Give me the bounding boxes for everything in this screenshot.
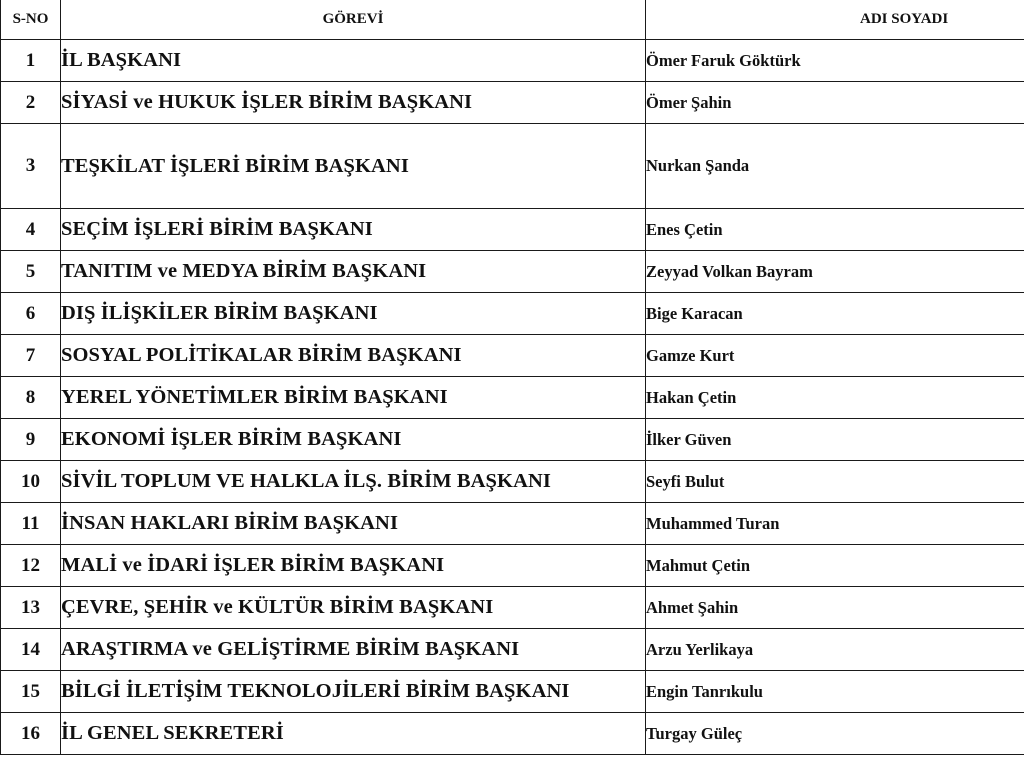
row-number: 3 <box>1 124 61 209</box>
name-cell: İlker Güven <box>646 419 1024 461</box>
name-cell: Bige Karacan <box>646 293 1024 335</box>
role-cell: İL BAŞKANI <box>61 40 646 82</box>
role-cell: YEREL YÖNETİMLER BİRİM BAŞKANI <box>61 377 646 419</box>
table-row <box>1 251 1024 293</box>
table-row <box>1 545 1024 587</box>
name-cell: Ömer Faruk Göktürk <box>646 40 1024 82</box>
name-cell: Mahmut Çetin <box>646 545 1024 587</box>
row-number: 10 <box>1 461 61 503</box>
row-number: 1 <box>1 40 61 82</box>
table-row <box>1 461 1024 503</box>
role-cell: SOSYAL POLİTİKALAR BİRİM BAŞKANI <box>61 335 646 377</box>
role-cell: ARAŞTIRMA ve GELİŞTİRME BİRİM BAŞKANI <box>61 629 646 671</box>
name-cell: Gamze Kurt <box>646 335 1024 377</box>
name-cell: Ömer Şahin <box>646 82 1024 124</box>
row-number: 14 <box>1 629 61 671</box>
table-row <box>1 713 1024 755</box>
role-cell: MALİ ve İDARİ İŞLER BİRİM BAŞKANI <box>61 545 646 587</box>
role-cell: DIŞ İLİŞKİLER BİRİM BAŞKANI <box>61 293 646 335</box>
header-role: GÖREVİ <box>61 0 646 40</box>
role-cell: SEÇİM İŞLERİ BİRİM BAŞKANI <box>61 209 646 251</box>
name-cell: Zeyyad Volkan Bayram <box>646 251 1024 293</box>
table-row <box>1 209 1024 251</box>
row-number: 6 <box>1 293 61 335</box>
table-row <box>1 293 1024 335</box>
table-row <box>1 587 1024 629</box>
header-name: ADI SOYADI <box>646 0 1024 40</box>
table-row <box>1 124 1024 209</box>
table-row <box>1 503 1024 545</box>
table-row <box>1 377 1024 419</box>
row-number: 15 <box>1 671 61 713</box>
name-cell: Nurkan Şanda <box>646 124 1024 209</box>
row-number: 8 <box>1 377 61 419</box>
name-cell: Arzu Yerlikaya <box>646 629 1024 671</box>
table-row <box>1 671 1024 713</box>
row-number: 4 <box>1 209 61 251</box>
name-cell: Ahmet Şahin <box>646 587 1024 629</box>
header-no: S-NO <box>1 0 61 40</box>
role-cell: SİYASİ ve HUKUK İŞLER BİRİM BAŞKANI <box>61 82 646 124</box>
table-row <box>1 629 1024 671</box>
role-cell: ÇEVRE, ŞEHİR ve KÜLTÜR BİRİM BAŞKANI <box>61 587 646 629</box>
row-number: 5 <box>1 251 61 293</box>
table-row <box>1 40 1024 82</box>
table-row <box>1 82 1024 124</box>
row-number: 12 <box>1 545 61 587</box>
row-number: 13 <box>1 587 61 629</box>
table-row <box>1 419 1024 461</box>
role-cell: EKONOMİ İŞLER BİRİM BAŞKANI <box>61 419 646 461</box>
row-number: 11 <box>1 503 61 545</box>
role-cell: TEŞKİLAT İŞLERİ BİRİM BAŞKANI <box>61 124 646 209</box>
row-number: 9 <box>1 419 61 461</box>
name-cell: Engin Tanrıkulu <box>646 671 1024 713</box>
role-cell: SİVİL TOPLUM VE HALKLA İLŞ. BİRİM BAŞKANI <box>61 461 646 503</box>
name-cell: Turgay Güleç <box>646 713 1024 755</box>
row-number: 16 <box>1 713 61 755</box>
role-cell: TANITIM ve MEDYA BİRİM BAŞKANI <box>61 251 646 293</box>
table-row <box>1 335 1024 377</box>
role-cell: İNSAN HAKLARI BİRİM BAŞKANI <box>61 503 646 545</box>
name-cell: Enes Çetin <box>646 209 1024 251</box>
name-cell: Muhammed Turan <box>646 503 1024 545</box>
role-cell: İL GENEL SEKRETERİ <box>61 713 646 755</box>
row-number: 7 <box>1 335 61 377</box>
header-row <box>1 0 1024 40</box>
name-cell: Hakan Çetin <box>646 377 1024 419</box>
role-cell: BİLGİ İLETİŞİM TEKNOLOJİLERİ BİRİM BAŞKANI <box>61 671 646 713</box>
row-number: 2 <box>1 82 61 124</box>
name-cell: Seyfi Bulut <box>646 461 1024 503</box>
